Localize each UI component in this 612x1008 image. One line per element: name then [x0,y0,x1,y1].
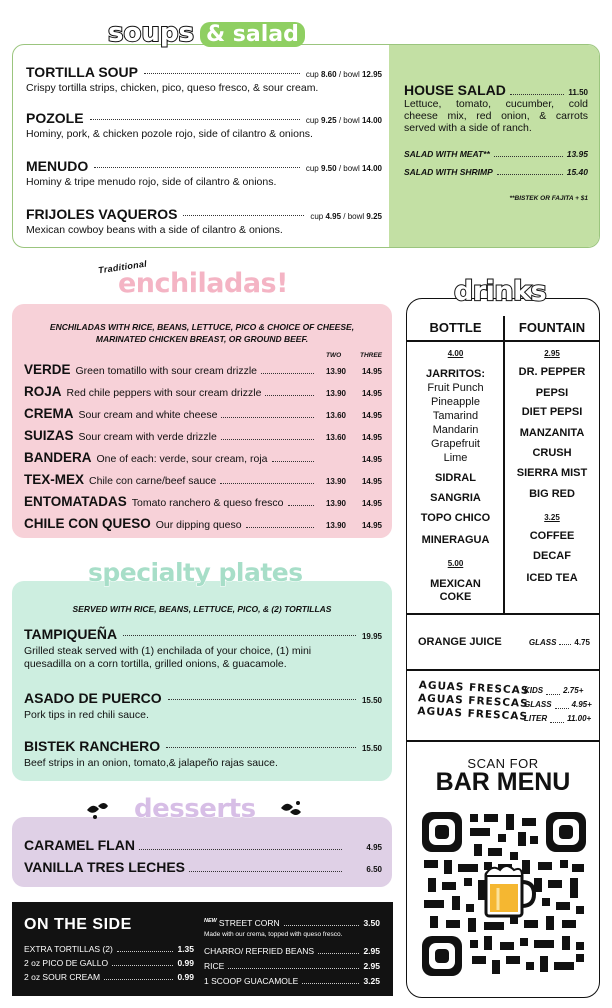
drinks-title: drinks [454,276,547,307]
dessert-item: VANILLA TRES LECHES 6.50 [24,859,382,875]
leaf-icon [278,800,304,820]
fountain-item: DIET PEPSI [521,406,583,418]
enchiladas-header: ENCHILADAS WITH RICE, BEANS, LETTUCE, PICO & CHOICE OF CHEESE, MARINATED CHICKEN BREAST, OR GROUND BEEF. [49,322,355,344]
drink-flavor: Mandarin [432,424,479,436]
fountain-price: 3.25 [544,513,560,522]
fountain-item: SIERRA MIST [516,467,588,479]
soup-item: TORTILLA SOUP cup 8.60 / bowl 12.95 Crispy tortilla strips, chicken, pico, queso fresco, & sour cream. [26,64,382,94]
fountain-price: 2.95 [544,349,560,358]
enchilada-item: VERDE Green tomatillo with sour cream drizzle 13.90 14.95 [24,362,382,377]
aguas-size-row: KIDS 2.75+ [524,686,584,695]
bottle-item: MEXICAN [430,578,481,590]
aguas-size-row: GLASS 4.95+ [524,700,592,709]
orange-juice-row: ORANGE JUICE GLASS 4.75 [418,636,590,648]
enchilada-item: CHILE CON QUESO Our dipping queso 13.90 14.95 [24,516,382,531]
traditional-label: Traditional [97,258,148,276]
fountain-item: PEPSI [535,387,569,399]
enchiladas-columns: TWO THREE [326,352,382,359]
desserts-title: desserts [134,794,256,824]
side-item: 1 SCOOP GUACAMOLE 3.25 [204,976,380,986]
enchilada-item: TEX-MEX Chile con carne/beef sauce 13.90 14.95 [24,472,382,487]
side-item: CHARRO/ REFRIED BEANS 2.95 [204,946,380,956]
drink-flavor: Fruit Punch [427,382,484,394]
drink-flavor: Lime [443,452,468,464]
enchilada-item: CREMA Sour cream and white cheese 13.60 14.95 [24,406,382,421]
qr-code[interactable] [422,812,586,976]
enchilada-item: ROJA Red chile peppers with sour cream drizzle 13.90 14.95 [24,384,382,399]
fountain-item: COFFEE [529,530,575,542]
soups-title: soups [108,18,194,48]
side-item: 2 oz SOUR CREAM 0.99 [24,972,194,982]
bottle-item: SIDRAL [435,472,476,484]
fountain-item: DECAF [533,550,571,562]
drink-flavor: Pineapple [431,396,480,408]
enchiladas-title: enchiladas! [118,268,288,299]
street-corn-desc: Made with our crema, topped with queso fresco. [204,931,343,938]
dessert-item: CARAMEL FLAN 4.95 [24,837,382,853]
fountain-header: FOUNTAIN [518,320,586,335]
soup-item: POZOLE cup 9.25 / bowl 14.00 Hominy, pork, & chicken pozole rojo, side of cilantro & onions. [26,110,382,140]
enchilada-item: ENTOMATADAS Tomato ranchero & queso fresco 13.90 14.95 [24,494,382,509]
specialty-item: TAMPIQUEÑA 19.95 Grilled steak served with (1) enchilada of your choice, (1) mini quesadilla on a corn tortilla, grilled onions, & guacamole. [24,626,382,670]
soup-item: FRIJOLES VAQUEROS cup 4.95 / bowl 9.25 Mexican cowboy beans with a side of cilantro & onions. [26,206,382,236]
specialty-title: specialty plates [88,558,303,587]
bar-menu-label: BAR MENU [435,768,571,796]
bottle-price: 5.00 [447,559,464,568]
side-item: EXTRA TORTILLAS (2) 1.35 [24,944,194,954]
soup-item: MENUDO cup 9.50 / bowl 14.00 Hominy & tripe menudo rojo, side of cilantro & onions. [26,158,382,188]
side-item: 2 oz PICO DE GALLO 0.99 [24,958,194,968]
aguas-size-row: LITER 11.00+ [524,714,592,723]
aguas-frescas-label: AGUAS FRESCAS AGUAS FRESCAS AGUAS FRESCAS [417,679,530,723]
enchilada-item: SUIZAS Sour cream with verde drizzle 13.60 14.95 [24,428,382,443]
fountain-item: MANZANITA [519,427,585,439]
leaf-icon [84,800,110,820]
street-corn-item: NEW STREET CORN 3.50 [204,918,380,928]
bottle-item: TOPO CHICO [420,512,491,524]
specialty-item: BISTEK RANCHERO 15.50 Beef strips in an onion, tomato,& jalapeño rajas sauce. [24,738,382,769]
specialty-item: ASADO DE PUERCO 15.50 Pork tips in red chili sauce. [24,690,382,721]
drink-flavor: Grapefruit [431,438,480,450]
bottle-item: SANGRIA [430,492,481,504]
bottle-price: 4.00 [447,349,464,358]
soups-salad-title [108,18,305,54]
enchilada-item: BANDERA One of each: verde, sour cream, roja 14.95 [24,450,382,465]
scan-for-label: SCAN FOR [467,756,539,771]
side-item: RICE 2.95 [204,961,380,971]
fountain-item: ICED TEA [526,572,578,584]
fountain-item: DR. PEPPER [518,366,586,378]
fountain-item: CRUSH [532,447,572,459]
specialty-header: SERVED WITH RICE, BEANS, LETTUCE, PICO, & (2) TORTILLAS [72,604,332,614]
jarritos-label: JARRITOS: [425,368,486,380]
fountain-item: BIG RED [529,488,575,500]
bottle-item: COKE [439,591,472,603]
side-title: ON THE SIDE [24,916,132,933]
bottle-header: BOTTLE [429,320,482,335]
salad-title-amp: & salad [200,22,305,47]
bottle-item: MINERAGUA [421,534,490,546]
house-salad: HOUSE SALAD 11.50 Lettuce, tomato, cucumber, cold cheese mix, red onion, & carrots served with a side of ranch. SALAD WITH MEAT** 13.95 SALAD WITH SHRIMP 15.40 **BISTEK OR FAJITA + $1 [404,82,588,202]
drink-flavor: Tamarind [432,410,479,422]
